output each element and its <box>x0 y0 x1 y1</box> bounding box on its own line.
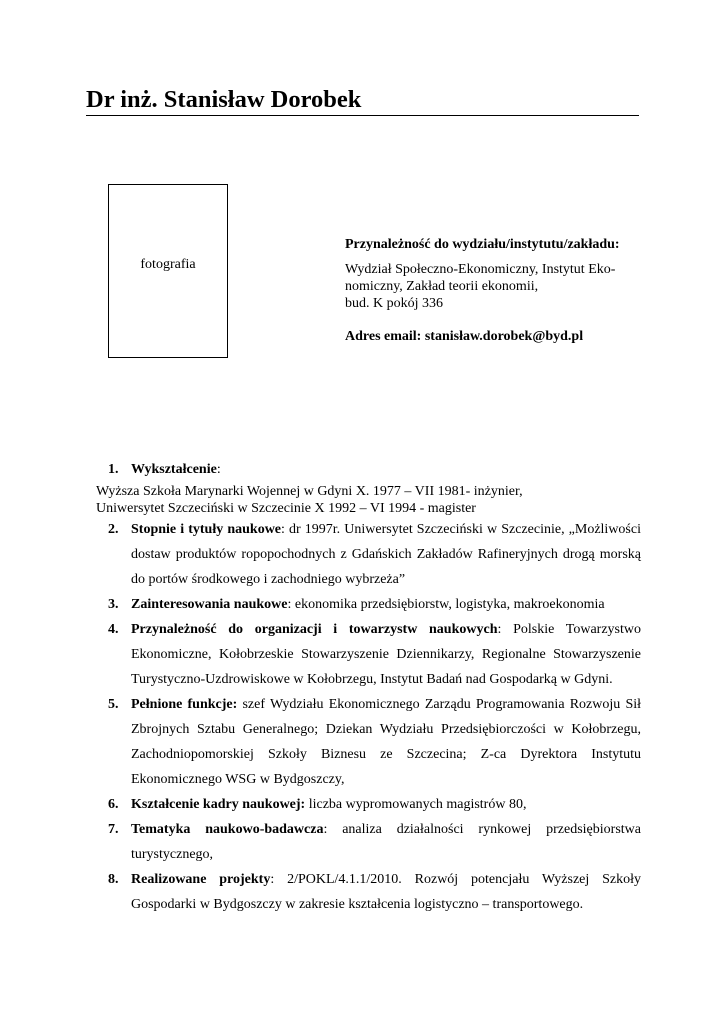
item-number: 6. <box>108 797 119 812</box>
item-label: Stopnie i tytuły naukowe <box>131 522 282 537</box>
item-number: 8. <box>108 872 119 887</box>
item-label: Kształcenie kadry naukowej: <box>131 797 306 812</box>
item-label: Zainteresowania naukowe <box>131 597 288 612</box>
item-number: 7. <box>108 822 119 837</box>
list-item <box>108 617 641 692</box>
item-text: : <box>216 462 221 477</box>
affiliation-block <box>345 236 645 345</box>
photo-label: fotografia <box>140 257 196 272</box>
education-line: Wyższa Szkoła Marynarki Wojennej w Gdyni X. 1977 – VII 1981- inżynier, <box>96 484 523 499</box>
item-text: liczba wypromowanych magistrów 80, <box>305 797 527 812</box>
item-label: Przynależność do organizacji i towarzystw naukowych <box>131 622 498 637</box>
item-number: 5. <box>108 697 119 712</box>
item-text: : dr 1997r. Uniwersytet Szczeciński w Szczecinie, „Możliwości dostaw produktów ropopochodnych z Gdańskich Zakładów Rafineryjnych drogą morską do portów środkowego i zachodniego wybrzeża” <box>131 522 641 587</box>
affiliation-line: Wydział Społeczno-Ekonomiczny, Instytut Eko- <box>345 262 616 277</box>
list-item <box>108 817 641 867</box>
item-number: 4. <box>108 622 119 637</box>
item-label: Pełnione funkcje: <box>131 697 238 712</box>
item-text: : ekonomika przedsiębiorstw, logistyka, makroekonomia <box>287 597 605 612</box>
item-label: Realizowane projekty <box>131 872 271 887</box>
list-item <box>108 460 641 479</box>
email-address: Adres email: stanisław.dorobek@byd.pl <box>345 329 584 344</box>
list-item <box>108 517 641 592</box>
item-number: 1. <box>108 462 119 477</box>
item-number: 3. <box>108 597 119 612</box>
item-label: Wykształcenie <box>131 462 217 477</box>
affiliation-line: nomiczny, Zakład teorii ekonomii, <box>345 279 539 294</box>
title-underline <box>86 115 639 116</box>
affiliation-heading: Przynależność do wydziału/instytutu/zakładu: <box>345 237 620 252</box>
list-item <box>108 792 641 817</box>
list-item <box>108 692 641 792</box>
list-item <box>108 592 641 617</box>
page-title: Dr inż. Stanisław Dorobek <box>86 86 362 113</box>
item-number: 2. <box>108 522 119 537</box>
education-line: Uniwersytet Szczeciński w Szczecinie X 1992 – VI 1994 - magister <box>96 501 476 516</box>
photo-placeholder <box>108 184 228 358</box>
item-text: : 2/POKL/4.1.1/2010. Rozwój potencjału Wyższej Szkoły Gospodarki w Bydgoszczy w zakresie kształcenia logistyczno – transportowego. <box>131 872 642 912</box>
list-item <box>108 867 641 917</box>
cv-list <box>96 460 642 917</box>
item-label: Tematyka naukowo-badawcza <box>131 822 324 837</box>
item-text: szef Wydziału Ekonomicznego Zarządu Programowania Rozwoju Sił Zbrojnych Sztabu Generalnego; Dziekan Wydziału Przedsiębiorczości w Kołobrzegu, Zachodniopomorskiej Szkoły Biznesu ze Szczecina; Z-ca Dyrektora Instytutu Ekonomicznego WSG w Bydgoszczy, <box>131 697 642 787</box>
item-text: : analiza działalności rynkowej przedsiębiorstwa turystycznego, <box>131 822 641 862</box>
affiliation-line: bud. K pokój 336 <box>345 296 443 311</box>
item-text: : Polskie Towarzystwo Ekonomiczne, Kołobrzeskie Stowarzyszenie Dziennikarzy, Regionalne Stowarzyszenie Turystyczno-Uzdrowiskowe w Kołobrzegu, Instytut Badań nad Gospodarką w Gdyni. <box>131 622 641 687</box>
